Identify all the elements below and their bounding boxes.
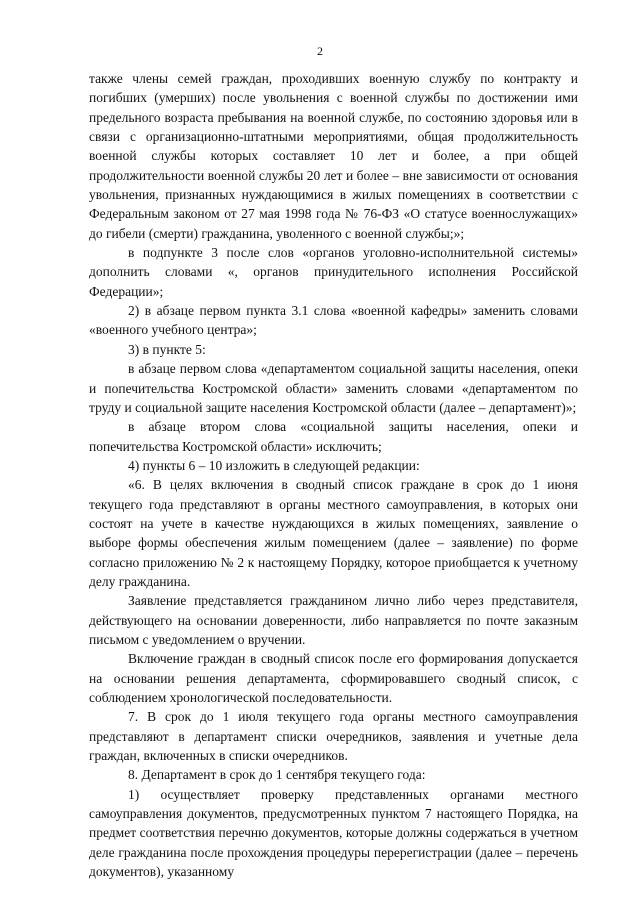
paragraph-9: Заявление представляется гражданином лично либо через представителя, действующего на основании доверенности, либо направляется по почте заказным письмом с уведомлением о вручении. [89,593,578,647]
paragraph-13: 1) осуществляет проверку представленных органами местного самоуправления документов, предусмотренных пунктом 7 настоящего Порядка, на предмет соответствия перечню документов, которые должны содержаться в учетном деле гражданина после прохождения процедуры перерегистрации (далее – перечень документов), указанному [89,786,578,880]
paragraph-4: 3) в пункте 5: [128,341,206,357]
paragraph-6: в абзаце втором слова «социальной защиты населения, опеки и попечительства Костромской области» исключить; [89,419,578,454]
paragraph-7: 4) пункты 6 – 10 изложить в следующей редакции: [128,457,420,473]
paragraph-5: в абзаце первом слова «департаментом социальной защиты населения, опеки и попечительства Костромской области» заменить словами «департаментом по труду и социальной защите населения Костромской области (далее – департамент)»; [89,361,578,415]
paragraph-12: 8. Департамент в срок до 1 сентября текущего года: [128,767,426,783]
document-body [89,69,578,881]
page-number: 2 [317,44,323,58]
paragraph-8: «6. В целях включения в сводный список граждане в срок до 1 июня текущего года представляют в органы местного самоуправления, в которых они состоят на учете в качестве нуждающихся в жилых помещениях, заявление о выборе формы обеспечения жилым помещением (далее – заявление) по форме согласно приложению № 2 к настоящему Порядку, которое приобщается к учетному делу гражданина. [89,477,578,589]
paragraph-3: 2) в абзаце первом пункта 3.1 слова «военной кафедры» заменить словами «военного учебного центра»; [89,303,578,338]
paragraph-10: Включение граждан в сводный список после его формирования допускается на основании решения департамента, сформировавшего сводный список, с соблюдением хронологической последовательности. [89,651,578,705]
paragraph-2: в подпункте 3 после слов «органов уголовно-исполнительной системы» дополнить словами «, органов принудительного исполнения Российской Федерации»; [89,245,578,299]
paragraph-1: также члены семей граждан, проходивших военную службу по контракту и погибших (умерших) после увольнения с военной службы по достижении ими предельного возраста пребывания на военной службе, по состоянию здоровья или в связи с организационно-штатными мероприятиями, общая продолжительность военной службы которых составляет 10 лет и более, а при общей продолжительности военной службы 20 лет и более – вне зависимости от основания увольнения, признанных нуждающимися в жилых помещениях в соответствии с Федеральным законом от 27 мая 1998 года № 76-ФЗ «О статусе военнослужащих» до гибели (смерти) гражданина, уволенного с военной службы;»; [89,71,578,241]
paragraph-11: 7. В срок до 1 июля текущего года органы местного самоуправления представляют в департамент списки очередников, заявления и учетные дела граждан, включенных в списки очередников. [89,709,578,764]
